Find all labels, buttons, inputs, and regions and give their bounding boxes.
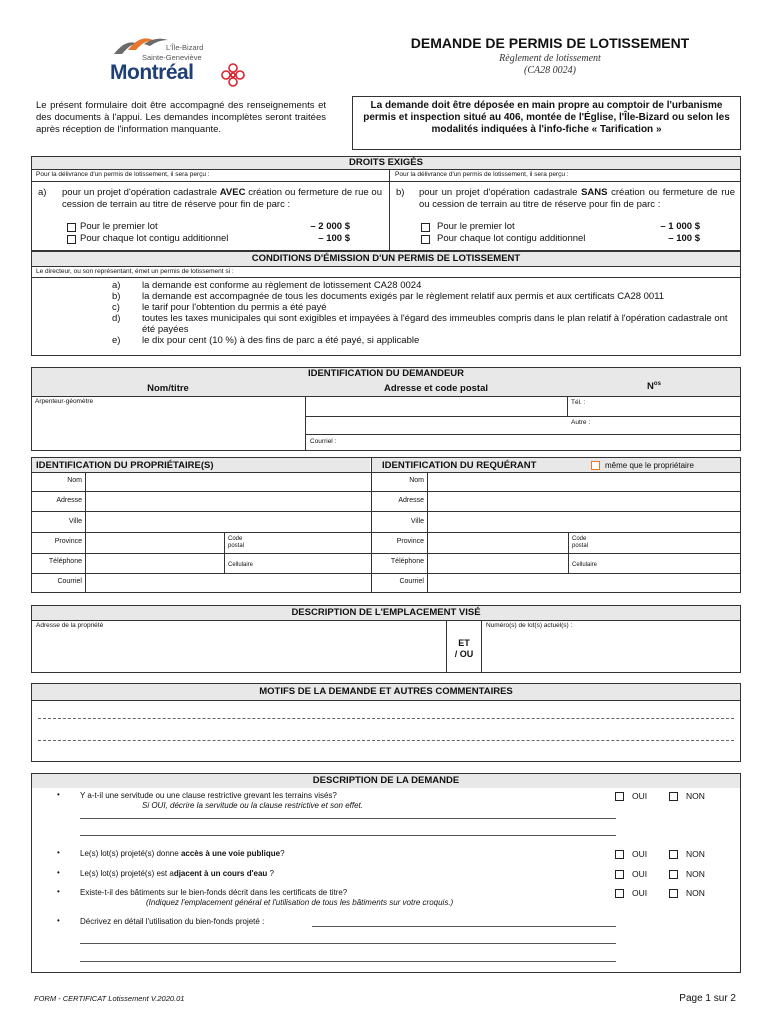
- applicant-code-postal-label: Code postal: [572, 536, 589, 549]
- fee-a-additional-lot-label: Pour chaque lot contigu additionnel: [80, 233, 229, 244]
- bullet-q1: •: [57, 790, 60, 799]
- emplacement-adresse-label: Adresse de la propriété: [36, 622, 104, 629]
- owner-courriel-input[interactable]: [87, 574, 369, 592]
- condition-text: toutes les taxes municipales qui sont exigibles et impayées à l'égard des immeubles compris dans le plan relatif à l'opération cadastrale ont été payées: [142, 313, 728, 335]
- conditions-sub: Le directeur, ou son représentant, émet un permis de lotissement si :: [36, 268, 234, 275]
- question-voie-publique: [80, 849, 285, 858]
- fee-a-additional-lot-checkbox[interactable]: [67, 235, 76, 244]
- deposit-notice: La demande doit être déposée en main propre au comptoir de l'urbanisme permis et inspection situé au 406, montée de l'Église, l'Île-Bizard ou selon les modalités indiquées à l'info-fiche « Tarification »: [352, 96, 741, 150]
- question-servitude-note: Si OUI, décrire la servitude ou la clause restrictive et son effet.: [142, 801, 363, 810]
- form-subtitle-2: (CA28 0024): [524, 65, 576, 76]
- same-as-owner-label: même que le propriétaire: [605, 461, 694, 470]
- droits-b-text: [419, 187, 735, 211]
- owner-cellulaire-label: Cellulaire: [228, 562, 254, 568]
- owner-telephone-label: Téléphone: [48, 558, 82, 565]
- form-title: DEMANDE DE PERMIS DE LOTISSEMENT: [410, 35, 690, 51]
- conditions-heading: CONDITIONS D'ÉMISSION D'UN PERMIS DE LOTISSEMENT: [32, 252, 740, 266]
- demandeur-courriel-label: Courriel :: [310, 438, 337, 445]
- demandeur-courriel-input[interactable]: [350, 435, 738, 450]
- droits-a-text: [62, 187, 382, 211]
- q2-bold: accès à une voie publique: [180, 849, 281, 858]
- condition-item: [112, 313, 740, 335]
- applicant-ville-label: Ville: [410, 518, 424, 525]
- emplacement-numeros-label: Numéro(s) de lot(s) actuel(s) :: [486, 622, 573, 629]
- droits-sub-left: Pour la délivrance d'un permis de lotissement, il sera perçu :: [36, 171, 210, 178]
- logo-line1: L'Île-Bizard: [166, 43, 204, 52]
- droits-heading: DROITS EXIGÉS: [32, 157, 740, 169]
- owner-province-label: Province: [54, 538, 82, 545]
- demandeur-heading: IDENTIFICATION DU DEMANDEUR: [32, 368, 740, 380]
- logo-city: Montréal: [110, 61, 194, 84]
- form-id: FORM - CERTIFICAT Lotissement V.2020.01: [34, 994, 185, 1003]
- q1-non-label: NON: [686, 791, 705, 801]
- motifs-line-1[interactable]: [38, 718, 734, 719]
- applicant-nom-label: Nom: [409, 477, 424, 484]
- applicant-adresse-label: Adresse: [398, 497, 424, 504]
- condition-text: le tarif pour l'obtention du permis a été payé: [142, 302, 327, 313]
- bullet-q5: •: [57, 916, 60, 925]
- droits-b-post: création ou fermeture de rue ou cession de terrain au titre de réserve pour fin de parc :: [419, 187, 735, 210]
- condition-item: [112, 291, 740, 302]
- q3-non-checkbox[interactable]: [669, 870, 678, 879]
- owner-ville-input[interactable]: [87, 512, 369, 531]
- applicant-adresse-input[interactable]: [429, 492, 739, 510]
- q5-answer-line-2[interactable]: [80, 943, 616, 944]
- q1-answer-line-2[interactable]: [80, 835, 616, 836]
- et-ou-label-1: ET: [458, 638, 470, 648]
- demandeur-tel-input[interactable]: [595, 397, 737, 415]
- description-heading: DESCRIPTION DE LA DEMANDE: [32, 774, 740, 788]
- applicant-code-postal-input[interactable]: [602, 533, 739, 552]
- q2-post: ?: [280, 849, 285, 858]
- motifs-heading: MOTIFS DE LA DEMANDE ET AUTRES COMMENTAIRES: [32, 684, 740, 700]
- motifs-line-2[interactable]: [38, 740, 734, 741]
- q4-non-checkbox[interactable]: [669, 889, 678, 898]
- bullet-q2: •: [57, 848, 60, 857]
- demandeur-col-nos-n: N: [647, 381, 654, 393]
- owner-code-postal-input[interactable]: [258, 533, 369, 552]
- q2-oui-checkbox[interactable]: [615, 850, 624, 859]
- droits-sub-right: Pour la délivrance d'un permis de lotissement, il sera perçu :: [395, 171, 569, 178]
- owner-nom-label: Nom: [67, 477, 82, 484]
- q3-pre: Le(s) lot(s) projeté(s) est a: [80, 869, 174, 878]
- bullet-q3: •: [57, 868, 60, 877]
- fee-b-additional-lot-amount: – 100 $: [668, 233, 700, 244]
- condition-letter: d): [112, 313, 121, 324]
- et-ou-label-2: / OU: [454, 649, 474, 659]
- demandeur-adresse-input[interactable]: [307, 397, 565, 415]
- demandeur-tel-label: Tél. :: [571, 399, 586, 406]
- q4-oui-checkbox[interactable]: [615, 889, 624, 898]
- owner-cellulaire-input[interactable]: [262, 554, 369, 572]
- condition-letter: b): [112, 291, 121, 302]
- owner-ville-label: Ville: [68, 518, 82, 525]
- owner-adresse-label: Adresse: [56, 497, 82, 504]
- condition-letter: c): [112, 302, 120, 313]
- question-utilisation: Décrivez en détail l'utilisation du bien-fonds projeté :: [80, 917, 265, 926]
- owner-telephone-input[interactable]: [87, 554, 223, 572]
- question-batiments: Existe-t-il des bâtiments sur le bien-fonds décrit dans les certificats de titre?: [80, 888, 348, 897]
- question-servitude: Y a-t-il une servitude ou une clause restrictive grevant les terrains visés?: [80, 791, 337, 800]
- owner-code-postal-label: Code postal: [228, 536, 245, 549]
- emplacement-heading: DESCRIPTION DE L'EMPLACEMENT VISÉ: [32, 606, 740, 620]
- q5-answer-line-3[interactable]: [80, 961, 616, 962]
- fee-b-first-lot-label: Pour le premier lot: [437, 221, 515, 232]
- condition-item: [112, 280, 740, 291]
- fee-a-first-lot-amount: – 2 000 $: [310, 221, 350, 232]
- demandeur-col-adresse: Adresse et code postal: [383, 383, 488, 394]
- applicant-courriel-input[interactable]: [429, 574, 739, 592]
- q4-non-label: NON: [686, 888, 705, 898]
- applicant-cellulaire-label: Cellulaire: [572, 562, 598, 568]
- applicant-telephone-label: Téléphone: [390, 558, 424, 565]
- montreal-logo: [108, 34, 248, 89]
- condition-item: [112, 335, 740, 346]
- condition-text: le dix pour cent (10 %) à des fins de parc a été payé, si applicable: [142, 335, 420, 346]
- montreal-rose-icon: [220, 62, 246, 88]
- droits-b-letter: b): [396, 187, 405, 198]
- question-cours-eau: [80, 869, 274, 878]
- q3-oui-label: OUI: [632, 869, 648, 879]
- q3-non-label: NON: [686, 869, 705, 879]
- q1-answer-line-1[interactable]: [80, 818, 616, 819]
- droits-a-pre: pour un projet d'opération cadastrale: [62, 187, 220, 198]
- owner-adresse-input[interactable]: [87, 492, 369, 510]
- form-subtitle-1: Règlement de lotissement: [499, 53, 601, 64]
- condition-letter: e): [112, 335, 121, 346]
- requerant-heading: IDENTIFICATION DU REQUÉRANT: [382, 460, 537, 471]
- q2-pre: Le(s) lot(s) projeté(s) donne: [80, 849, 181, 858]
- q3-post: ?: [267, 869, 274, 878]
- q2-oui-label: OUI: [632, 849, 648, 859]
- demandeur-col-nos-sup: os: [653, 381, 661, 387]
- q1-non-checkbox[interactable]: [669, 792, 678, 801]
- q5-answer-line-1[interactable]: [312, 926, 616, 927]
- q3-oui-checkbox[interactable]: [615, 870, 624, 879]
- proprietaire-heading: IDENTIFICATION DU PROPRIÉTAIRE(S): [36, 460, 214, 471]
- question-batiments-note: (Indiquez l'emplacement général et l'utilisation de tous les bâtiments sur votre croquis.): [146, 898, 454, 907]
- droits-b-pre: pour un projet d'opération cadastrale: [419, 187, 582, 198]
- applicant-cellulaire-input[interactable]: [606, 554, 739, 572]
- fee-a-additional-lot-amount: – 100 $: [318, 233, 350, 244]
- owner-courriel-label: Courriel: [57, 578, 82, 585]
- fee-a-first-lot-label: Pour le premier lot: [80, 221, 158, 232]
- condition-letter: a): [112, 280, 121, 291]
- condition-item: [112, 302, 740, 313]
- q3-bold: djacent à un cours d'eau: [173, 869, 268, 878]
- applicant-nom-input[interactable]: [429, 473, 739, 490]
- owner-nom-input[interactable]: [87, 473, 369, 490]
- applicant-province-label: Province: [396, 538, 424, 545]
- fee-a-first-lot-checkbox[interactable]: [67, 223, 76, 232]
- demandeur-autre-input[interactable]: [600, 417, 737, 433]
- q2-non-label: NON: [686, 849, 705, 859]
- condition-text: la demande est conforme au règlement de lotissement CA28 0024: [142, 280, 422, 291]
- fee-b-additional-lot-label: Pour chaque lot contigu additionnel: [437, 233, 586, 244]
- applicant-province-input[interactable]: [429, 533, 567, 552]
- page-number: Page 1 sur 2: [679, 993, 736, 1004]
- demandeur-arpenteur-label: Arpenteur-géomètre: [35, 398, 94, 405]
- conditions-list: [112, 280, 740, 346]
- fee-b-first-lot-checkbox[interactable]: [421, 223, 430, 232]
- emplacement-adresse-input[interactable]: [34, 632, 443, 670]
- droits-a-post: création ou fermeture de rue ou cession de terrain au titre de réserve pour fin de parc :: [62, 187, 382, 210]
- fee-b-additional-lot-checkbox[interactable]: [421, 235, 430, 244]
- applicant-courriel-label: Courriel: [399, 578, 424, 585]
- bullet-q4: •: [57, 887, 60, 896]
- fee-b-first-lot-amount: – 1 000 $: [660, 221, 700, 232]
- logo-line2: Sainte-Geneviève: [142, 53, 202, 62]
- demandeur-col-nom: Nom/titre: [147, 383, 189, 394]
- owner-province-input[interactable]: [87, 533, 223, 552]
- q4-oui-label: OUI: [632, 888, 648, 898]
- same-as-owner-checkbox[interactable]: [591, 461, 600, 470]
- q1-oui-label: OUI: [632, 791, 648, 801]
- applicant-ville-input[interactable]: [429, 512, 739, 531]
- droits-a-bold: AVEC: [219, 187, 246, 198]
- q1-oui-checkbox[interactable]: [615, 792, 624, 801]
- applicant-telephone-input[interactable]: [429, 554, 567, 572]
- demandeur-autre-label: Autre :: [571, 419, 591, 426]
- intro-text: Le présent formulaire doit être accompagné des renseignements et des documents à l'appui. Les demandes incomplètes seront traitées après réception de l'information manquante.: [36, 100, 326, 135]
- droits-a-letter: a): [38, 187, 47, 198]
- q2-non-checkbox[interactable]: [669, 850, 678, 859]
- condition-text: la demande est accompagnée de tous les documents exigés par le règlement relatif aux permis et aux certificats CA28 0011: [142, 291, 665, 302]
- droits-b-bold: SANS: [581, 187, 608, 198]
- demandeur-nom-input[interactable]: [110, 398, 300, 448]
- emplacement-numeros-input[interactable]: [484, 632, 738, 670]
- demandeur-col-nos: [568, 381, 740, 392]
